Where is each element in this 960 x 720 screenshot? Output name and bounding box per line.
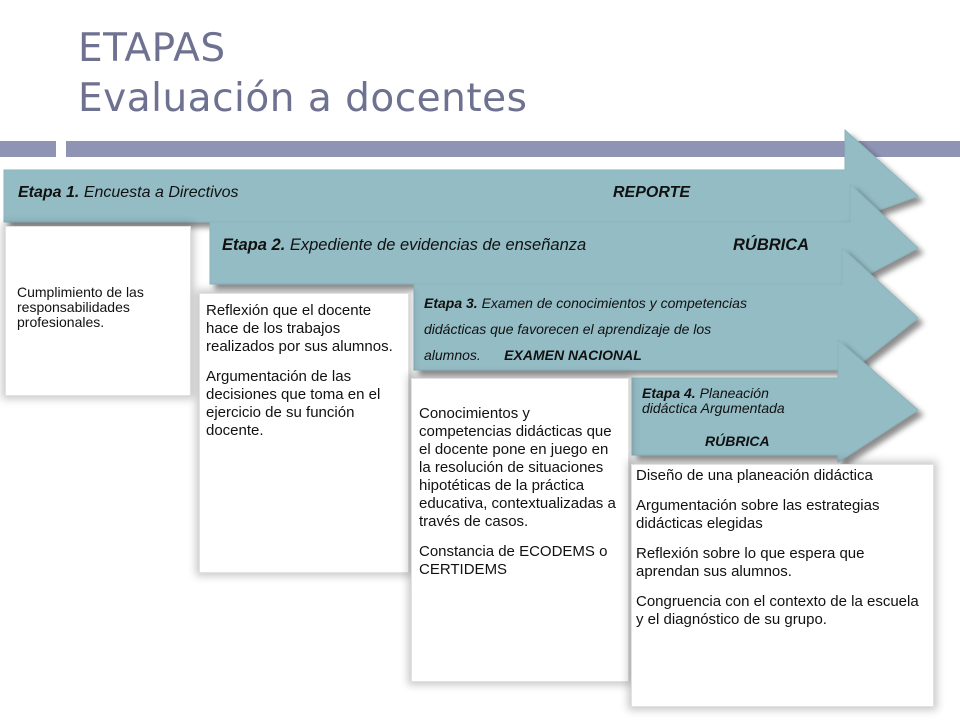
stage-2-instrument bbox=[733, 236, 809, 255]
stage-4-instrument bbox=[705, 433, 770, 449]
stage-3-detail-box bbox=[411, 378, 629, 682]
stage-4-heading bbox=[642, 386, 785, 416]
stage-2-name: Expediente de evidencias de enseñanza bbox=[289, 236, 587, 254]
stage-3-detail-item: Constancia de ECODEMS o CERTIDEMS bbox=[419, 543, 608, 578]
stage-4-instrument-text: RÚBRICA bbox=[705, 433, 770, 449]
stage-4-name-line-1: Planeación bbox=[699, 385, 769, 401]
stage-2-detail-box bbox=[199, 293, 409, 573]
stage-2-instrument-text: RÚBRICA bbox=[733, 236, 810, 254]
stage-4-detail-item: Argumentación sobre las estrategias didácticas elegidas bbox=[636, 497, 880, 532]
stage-3-instrument: EXAMEN NACIONAL bbox=[504, 347, 642, 363]
title-line-1: ETAPAS bbox=[78, 26, 226, 71]
stage-4-detail-item: Congruencia con el contexto de la escuela y el diagnóstico de su grupo. bbox=[636, 593, 919, 628]
stage-1-label: Etapa 1. bbox=[18, 184, 80, 201]
stage-3-name-line-2: didácticas que favorecen el aprendizaje de los bbox=[424, 321, 712, 337]
stage-4-name-line-2: didáctica Argumentada bbox=[642, 400, 785, 416]
stage-2-label: Etapa 2. bbox=[222, 236, 286, 254]
stage-1-heading bbox=[18, 184, 239, 202]
stage-3-name-line-3: alumnos. bbox=[424, 347, 481, 363]
stage-4-detail-item: Reflexión sobre lo que espera que aprendan sus alumnos. bbox=[636, 545, 865, 580]
stage-2-heading bbox=[222, 236, 586, 255]
stage-1-detail-box bbox=[5, 226, 191, 396]
stage-1-arrow bbox=[4, 130, 918, 222]
stage-1-name: Encuesta a Directivos bbox=[83, 184, 239, 201]
stage-3-name-line-1: Examen de conocimientos y competencias bbox=[481, 295, 747, 311]
stage-3-heading bbox=[424, 290, 747, 368]
stage-2-detail-item: Argumentación de las decisiones que toma en el ejercicio de su función docente. bbox=[206, 368, 381, 439]
stage-3-detail-item: Conocimientos y competencias didácticas que el docente pone en juego en la resolución de situaciones hipotéticas de la práctica educativa, contextualizadas a través de casos. bbox=[419, 405, 616, 530]
stage-3-label: Etapa 3. bbox=[424, 295, 478, 311]
title-line-2: Evaluación a docentes bbox=[78, 76, 528, 121]
stage-1-instrument-text: REPORTE bbox=[613, 184, 691, 201]
stage-4-detail-item: Diseño de una planeación didáctica bbox=[636, 467, 873, 484]
stage-1-detail-item: Cumplimiento de las responsabilidades profesionales. bbox=[17, 284, 144, 330]
stage-2-detail-item: Reflexión que el docente hace de los trabajos realizados por sus alumnos. bbox=[206, 302, 393, 355]
stage-4-label: Etapa 4. bbox=[642, 385, 696, 401]
stage-1-instrument bbox=[613, 184, 690, 202]
stage-4-detail-box bbox=[631, 464, 934, 707]
